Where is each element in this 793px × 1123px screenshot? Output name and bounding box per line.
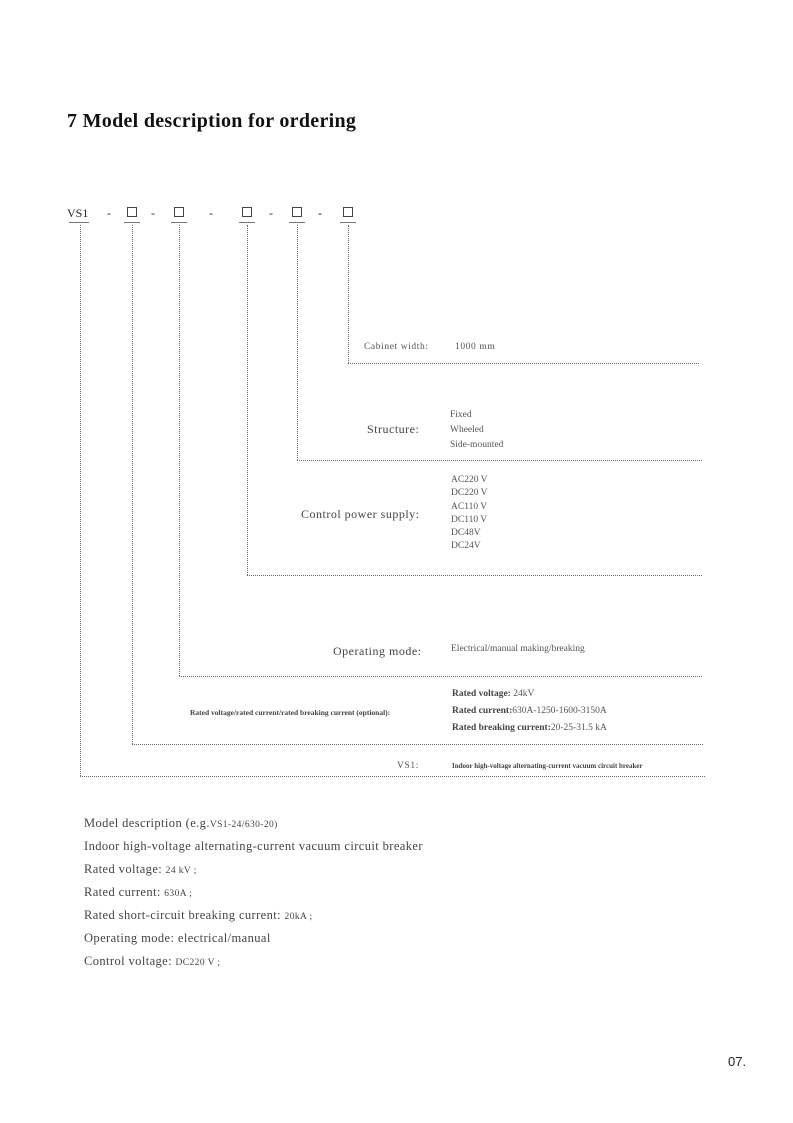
cabinet-width-value: 1000 mm bbox=[455, 342, 496, 352]
structure-option: Fixed bbox=[450, 410, 472, 420]
code-box-rated bbox=[127, 207, 137, 217]
example-heading: Model description (e.g. bbox=[84, 816, 210, 830]
leader-operating-h bbox=[179, 676, 702, 677]
control-power-option: AC220 V bbox=[451, 475, 488, 485]
code-dash: - bbox=[107, 206, 111, 220]
control-power-option: DC48V bbox=[451, 528, 481, 539]
leader-cabinet bbox=[348, 225, 349, 363]
model-prefix: VS1 bbox=[67, 206, 89, 220]
structure-label: Structure: bbox=[367, 422, 420, 436]
rated-breaking bbox=[452, 723, 607, 733]
rated-breaking-value: 20-25-31.5 kA bbox=[550, 723, 607, 733]
example-key: Control voltage: bbox=[84, 954, 176, 968]
example-block bbox=[84, 816, 423, 977]
page-title: 7 Model description for ordering bbox=[67, 110, 357, 132]
code-underline bbox=[124, 222, 140, 223]
code-box-operating bbox=[174, 207, 184, 217]
leader-rated-h bbox=[132, 744, 703, 745]
example-value: 24 kV ; bbox=[165, 866, 197, 876]
example-line bbox=[84, 885, 423, 908]
example-value: 20kA ; bbox=[284, 912, 313, 922]
control-power-option: DC110 V bbox=[451, 514, 488, 525]
rated-current-value: 630A-1250-1600-3150A bbox=[512, 706, 607, 716]
code-dash: - bbox=[318, 206, 322, 220]
code-underline bbox=[289, 222, 305, 223]
code-underline bbox=[69, 222, 89, 223]
example-key: Rated voltage: bbox=[84, 862, 166, 876]
rated-label: Rated voltage/rated current/rated breaking current (optional): bbox=[190, 708, 391, 717]
control-power-label: Control power supply: bbox=[301, 507, 420, 521]
leader-control-h bbox=[247, 575, 702, 576]
rated-current-key: Rated current: bbox=[452, 706, 513, 716]
control-power-option: DC24V bbox=[451, 541, 481, 552]
rated-current bbox=[452, 706, 607, 716]
code-box-cabinet bbox=[343, 207, 353, 217]
code-dash: - bbox=[269, 206, 273, 220]
vs1-label: VS1: bbox=[397, 761, 419, 771]
rated-voltage-key: Rated voltage: bbox=[452, 689, 511, 699]
leader-cabinet-h bbox=[348, 363, 699, 364]
rated-voltage-value: 24kV bbox=[510, 689, 535, 699]
rated-breaking-key: Rated breaking current: bbox=[452, 723, 551, 733]
example-line bbox=[84, 908, 423, 931]
control-power-option: DC220 V bbox=[451, 488, 488, 499]
example-line bbox=[84, 954, 423, 977]
leader-structure bbox=[297, 225, 298, 460]
example-line bbox=[84, 816, 423, 839]
example-value: 630A ; bbox=[164, 889, 193, 899]
code-dash: - bbox=[209, 206, 213, 220]
leader-vs1-h bbox=[80, 776, 705, 777]
operating-mode-value: Electrical/manual making/breaking bbox=[451, 644, 585, 654]
vs1-value: Indoor high-voltage alternating-current vacuum circuit breaker bbox=[452, 762, 643, 770]
example-value: DC220 V ; bbox=[175, 958, 221, 968]
code-dash: - bbox=[151, 206, 155, 220]
code-underline bbox=[171, 222, 187, 223]
structure-options bbox=[450, 408, 503, 453]
code-box-control bbox=[242, 207, 252, 217]
structure-option: Side-mounted bbox=[450, 440, 504, 450]
operating-mode-label: Operating mode: bbox=[333, 644, 422, 658]
control-power-options bbox=[451, 474, 488, 554]
rated-voltage bbox=[452, 689, 534, 699]
structure-option: Wheeled bbox=[450, 425, 484, 435]
leader-operating bbox=[179, 225, 180, 676]
example-model: VS1-24/630-20) bbox=[209, 820, 278, 830]
leader-control bbox=[247, 225, 248, 575]
code-underline bbox=[239, 222, 255, 223]
leader-vs1 bbox=[80, 225, 81, 776]
cabinet-width-label: Cabinet width: bbox=[364, 342, 429, 352]
example-line bbox=[84, 862, 423, 885]
example-line: Indoor high-voltage alternating-current vacuum circuit breaker bbox=[84, 839, 423, 853]
control-power-option: AC110 V bbox=[451, 501, 488, 512]
page-number: 07. bbox=[728, 1054, 747, 1069]
leader-rated bbox=[132, 225, 133, 744]
example-key: Rated short-circuit breaking current: bbox=[84, 908, 285, 922]
code-box-structure bbox=[292, 207, 302, 217]
example-key: Rated current: bbox=[84, 885, 165, 899]
example-line: Operating mode: electrical/manual bbox=[84, 931, 271, 945]
leader-structure-h bbox=[297, 460, 702, 461]
code-underline bbox=[340, 222, 356, 223]
